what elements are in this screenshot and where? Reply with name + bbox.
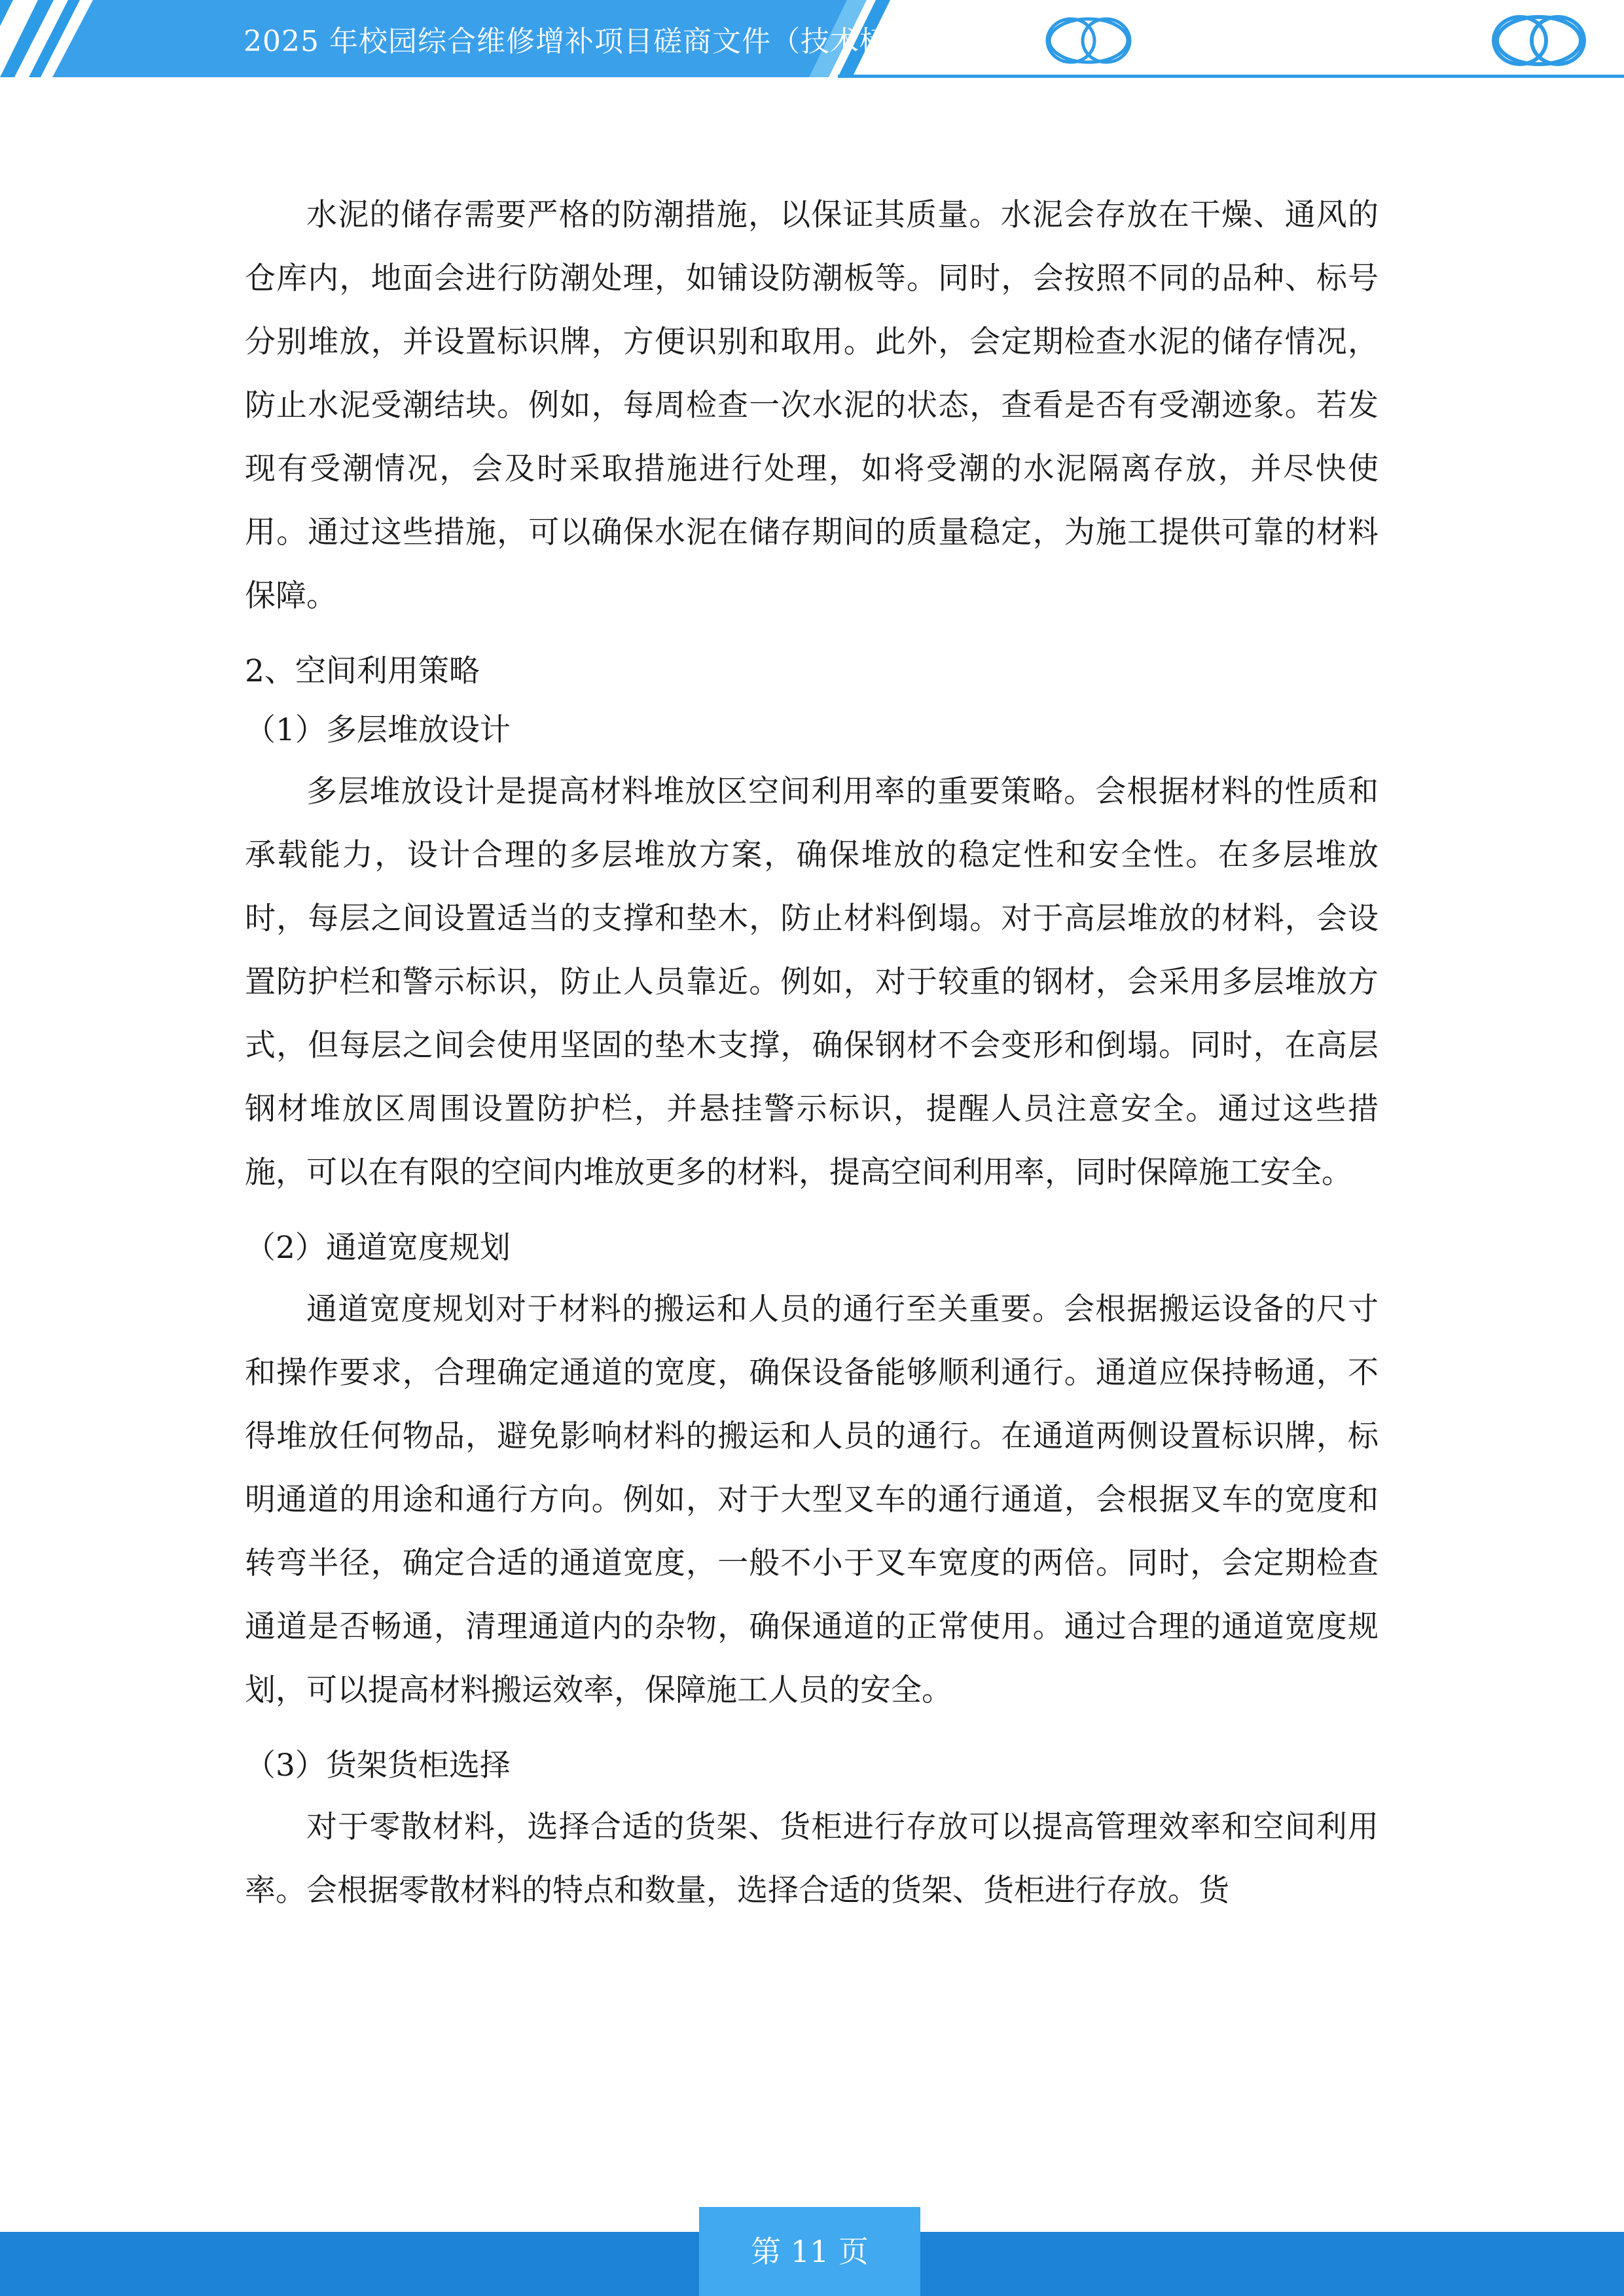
subsection-heading-3: （3）货架货柜选择	[245, 1748, 511, 1784]
document-body	[245, 183, 1379, 1922]
document-title: 2025 年校园综合维修增补项目磋商文件（技术标）	[244, 25, 918, 58]
page-number: 第 11 页	[751, 2234, 869, 2269]
header-corner-stripe	[0, 0, 13, 26]
subsection-heading-2: （2）通道宽度规划	[245, 1230, 511, 1266]
paragraph-cement-storage: 水泥的储存需要严格的防潮措施，以保证其质量。水泥会存放在干燥、通风的仓库内，地面会进行防潮处理，如铺设防潮板等。同时，会按照不同的品种、标号分别堆放，并设置标识牌，方便识别和取用。此外，会定期检查水泥的储存情况，防止水泥受潮结块。例如，每周检查一次水泥的状态，查看是否有受潮迹象。若发现有受潮情况，会及时采取措施进行处理，如将受潮的水泥隔离存放，并尽快使用。通过这些措施，可以确保水泥在储存期间的质量稳定，为施工提供可靠的材料保障。	[245, 197, 1379, 614]
paragraph-multilayer-stacking: 多层堆放设计是提高材料堆放区空间利用率的重要策略。会根据材料的性质和承载能力，设计合理的多层堆放方案，确保堆放的稳定性和安全性。在多层堆放时，每层之间设置适当的支撑和垫木，防止材料倒塌。对于高层堆放的材料，会设置防护栏和警示标识，防止人员靠近。例如，对于较重的钢材，会采用多层堆放方式，但每层之间会使用坚固的垫木支撑，确保钢材不会变形和倒塌。同时，在高层钢材堆放区周围设置防护栏，并悬挂警示标识，提醒人员注意安全。通过这些措施，可以在有限的空间内堆放更多的材料，提高空间利用率，同时保障施工安全。	[245, 774, 1379, 1191]
subsection-heading-1: （1）多层堆放设计	[245, 712, 511, 748]
double-ring-icon	[1494, 17, 1584, 64]
double-ring-icon-faint	[1047, 19, 1130, 62]
section-heading: 2、空间利用策略	[245, 653, 480, 689]
page-header	[0, 0, 1624, 85]
paragraph-shelf-selection: 对于零散材料，选择合适的货架、货柜进行存放可以提高管理效率和空间利用率。会根据零散材料的特点和数量，选择合适的货架、货柜进行存放。货	[245, 1809, 1379, 1909]
header-bottom-rule	[838, 75, 1624, 78]
paragraph-aisle-width: 通道宽度规划对于材料的搬运和人员的通行至关重要。会根据搬运设备的尺寸和操作要求，合理确定通道的宽度，确保设备能够顺利通行。通道应保持畅通，不得堆放任何物品，避免影响材料的搬运和人员的通行。在通道两侧设置标识牌，标明通道的用途和通行方向。例如，对于大型叉车的通行通道，会根据叉车的宽度和转弯半径，确定合适的通道宽度，一般不小于叉车宽度的两倍。同时，会定期检查通道是否畅通，清理通道内的杂物，确保通道的正常使用。通过合理的通道宽度规划，可以提高材料搬运效率，保障施工人员的安全。	[245, 1291, 1379, 1708]
